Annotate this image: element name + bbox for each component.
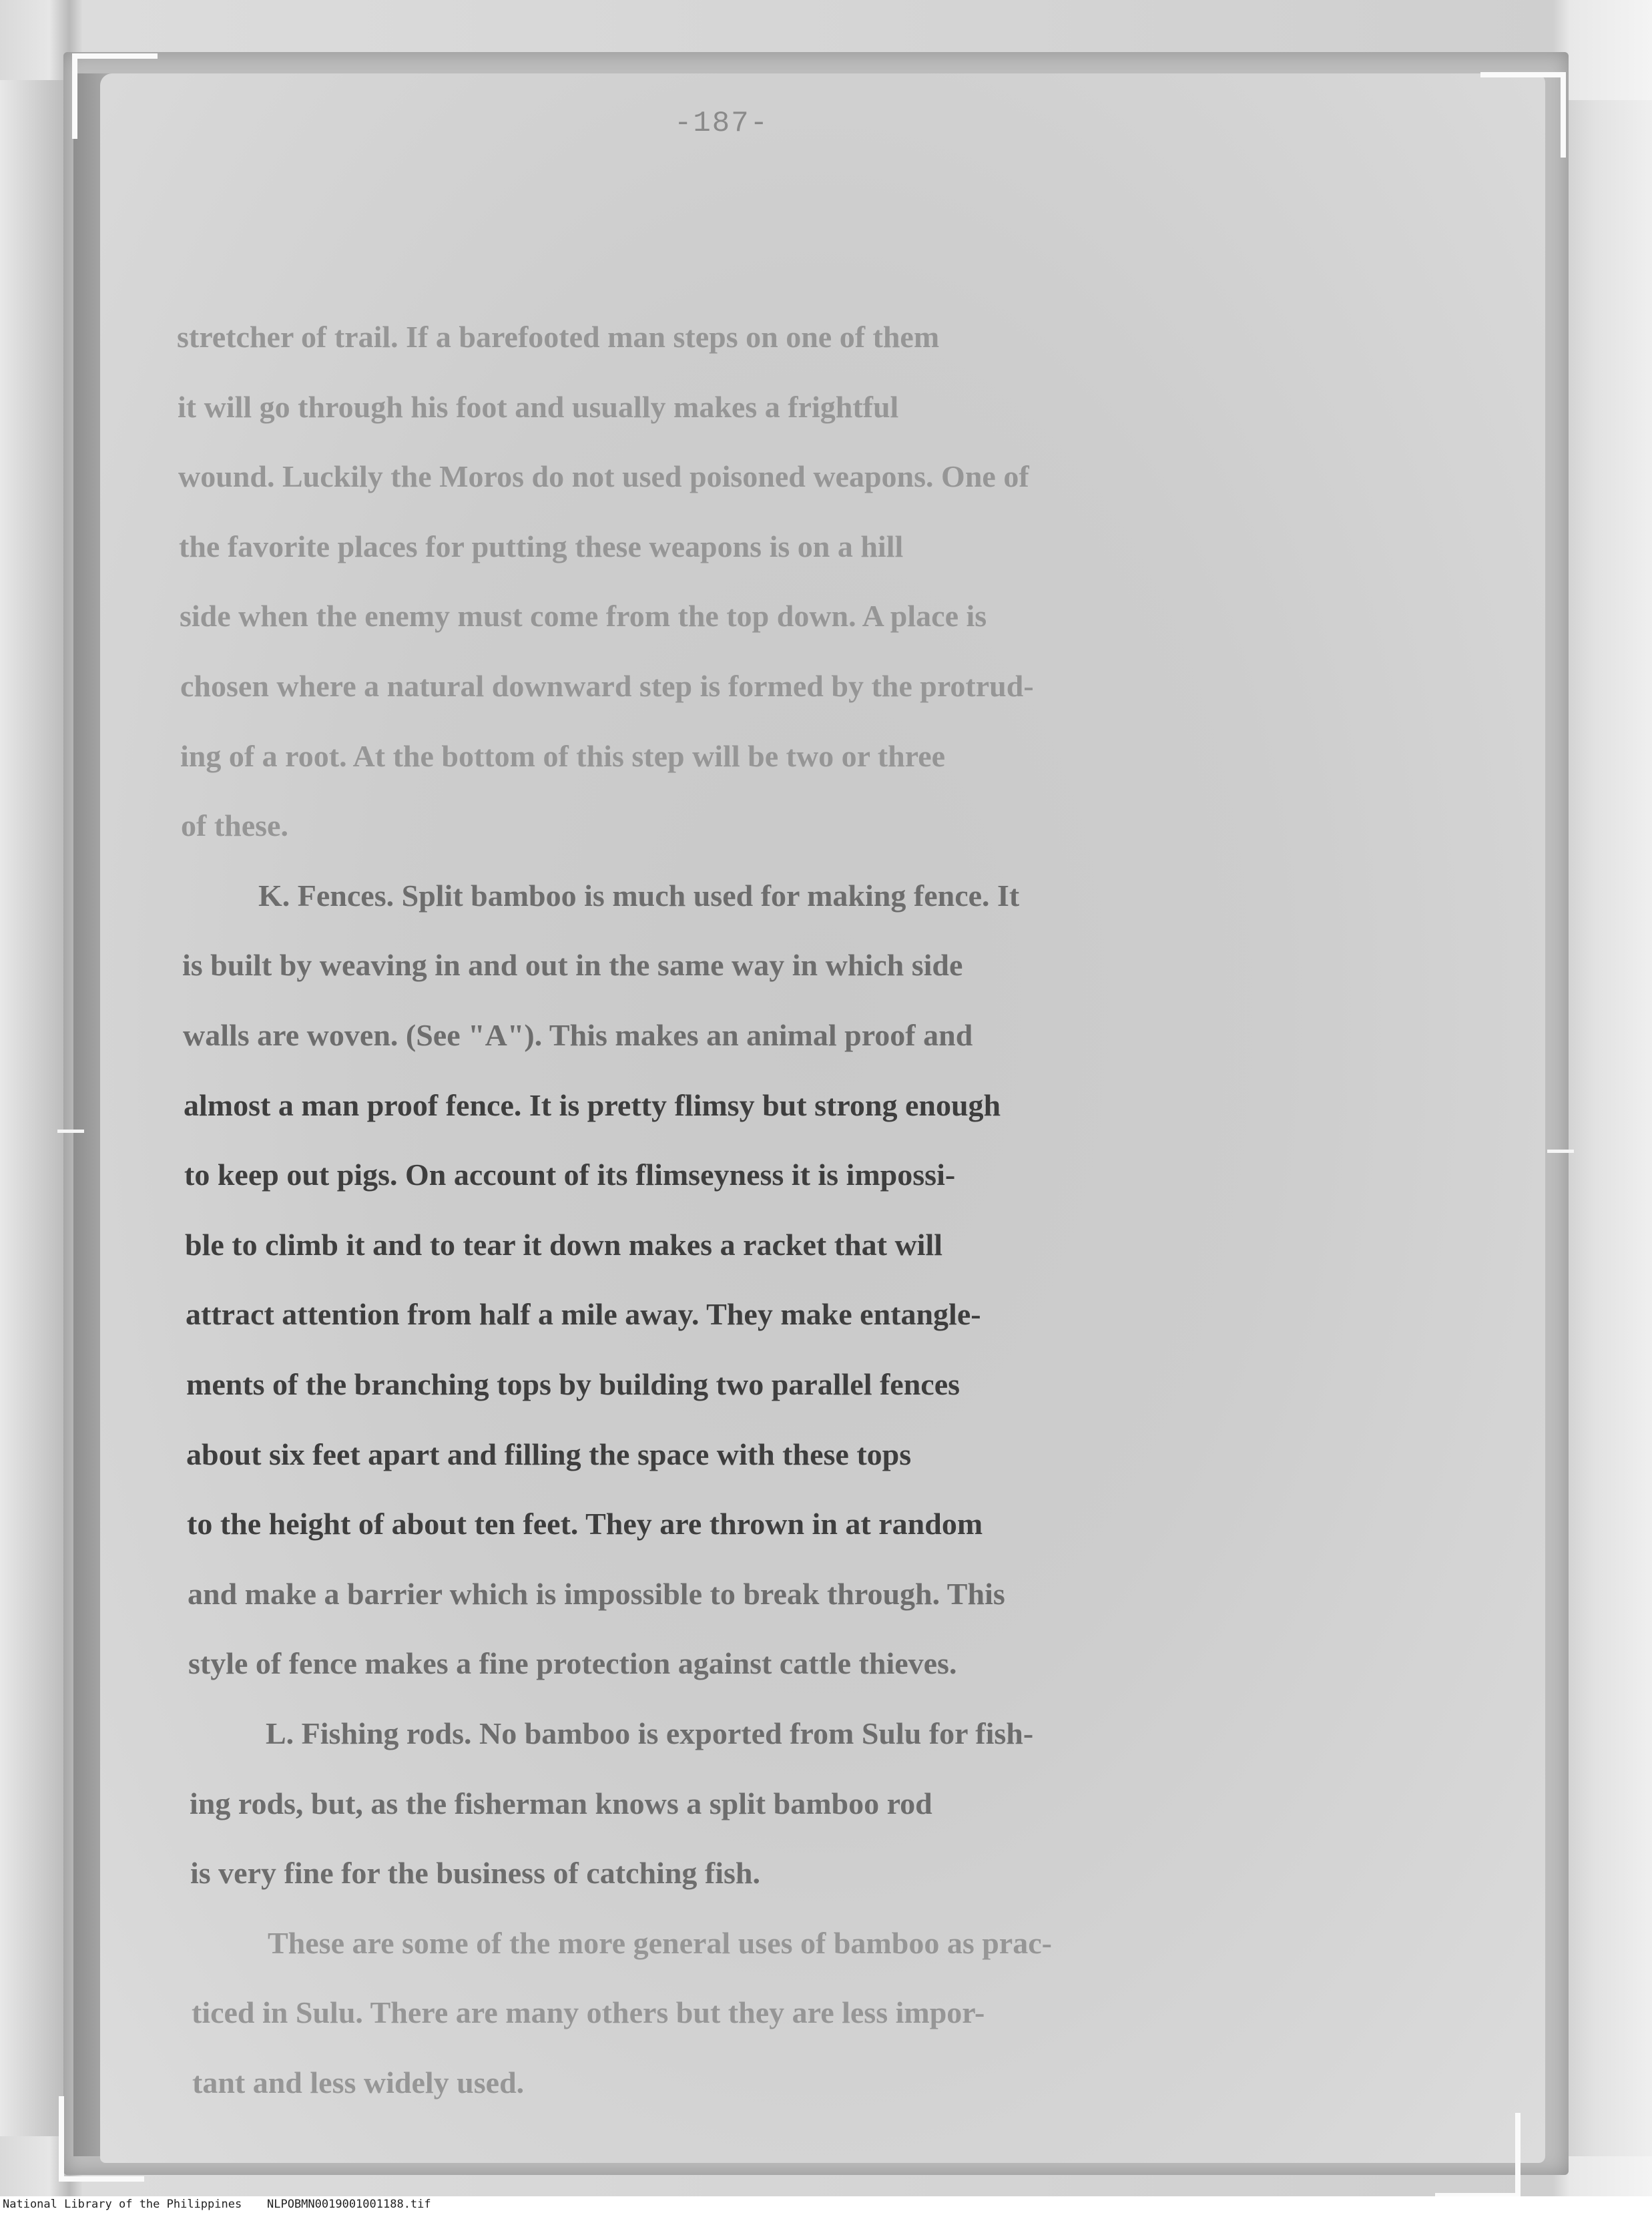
text-line: L. Fishing rods. No bamboo is exported from Sulu for fish- bbox=[266, 1716, 1034, 1750]
text-line: to keep out pigs. On account of its flimseyness it is impossi- bbox=[184, 1158, 956, 1192]
text-line: ments of the branching tops by building two parallel fences bbox=[186, 1367, 960, 1401]
text-line: These are some of the more general uses of bamboo as prac- bbox=[268, 1926, 1052, 1960]
scan-footer bbox=[0, 2196, 1652, 2213]
text-line: almost a man proof fence. It is pretty flimsy but strong enough bbox=[184, 1088, 1001, 1122]
text-line: chosen where a natural downward step is formed by the protrud- bbox=[180, 669, 1034, 703]
text-line: stretcher of trail. If a barefooted man steps on one of them bbox=[177, 320, 940, 354]
file-name: NLPOBMN0019001001188.tif bbox=[267, 2198, 431, 2211]
text-line: ing of a root. At the bottom of this step will be two or three bbox=[180, 739, 946, 773]
left-page-edge bbox=[0, 80, 63, 2136]
text-line: K. Fences. Split bamboo is much used for making fence. It bbox=[258, 879, 1020, 913]
text-line: is built by weaving in and out in the same way in which side bbox=[182, 948, 963, 982]
corner-mark-top-left bbox=[72, 53, 158, 139]
corner-mark-bottom-left bbox=[59, 2096, 144, 2182]
corner-mark-top-right bbox=[1480, 72, 1566, 158]
text-line: is very fine for the business of catching fish. bbox=[190, 1856, 760, 1890]
text-line: wound. Luckily the Moros do not used poisoned weapons. One of bbox=[178, 459, 1029, 493]
text-line: attract attention from half a mile away. They make entangle- bbox=[186, 1297, 981, 1331]
corner-mark-bottom-right bbox=[1435, 2113, 1521, 2198]
side-tick-left bbox=[57, 1130, 84, 1133]
side-tick-right bbox=[1547, 1150, 1574, 1153]
library-credit: National Library of the Philippines bbox=[3, 2198, 242, 2211]
text-line: ticed in Sulu. There are many others but they are less impor- bbox=[192, 1995, 985, 2029]
text-line: of these. bbox=[181, 808, 288, 842]
text-line: it will go through his foot and usually makes a frightful bbox=[178, 390, 899, 424]
text-line: ble to climb it and to tear it down makes a racket that will bbox=[185, 1228, 943, 1262]
text-line: about six feet apart and filling the space with these tops bbox=[186, 1437, 912, 1471]
text-line: ing rods, but, as the fisherman knows a split bamboo rod bbox=[190, 1786, 932, 1820]
text-line: side when the enemy must come from the top down. A place is bbox=[180, 599, 987, 633]
text-line: walls are woven. (See "A"). This makes an animal proof and bbox=[183, 1018, 973, 1052]
text-line: style of fence makes a fine protection against cattle thieves. bbox=[188, 1646, 957, 1680]
text-line: tant and less widely used. bbox=[192, 2065, 525, 2100]
text-line: the favorite places for putting these weapons is on a hill bbox=[179, 529, 904, 563]
text-line: and make a barrier which is impossible to break through. This bbox=[188, 1577, 1005, 1611]
text-line: to the height of about ten feet. They are thrown in at random bbox=[187, 1507, 983, 1541]
page-number: -187- bbox=[674, 107, 770, 140]
